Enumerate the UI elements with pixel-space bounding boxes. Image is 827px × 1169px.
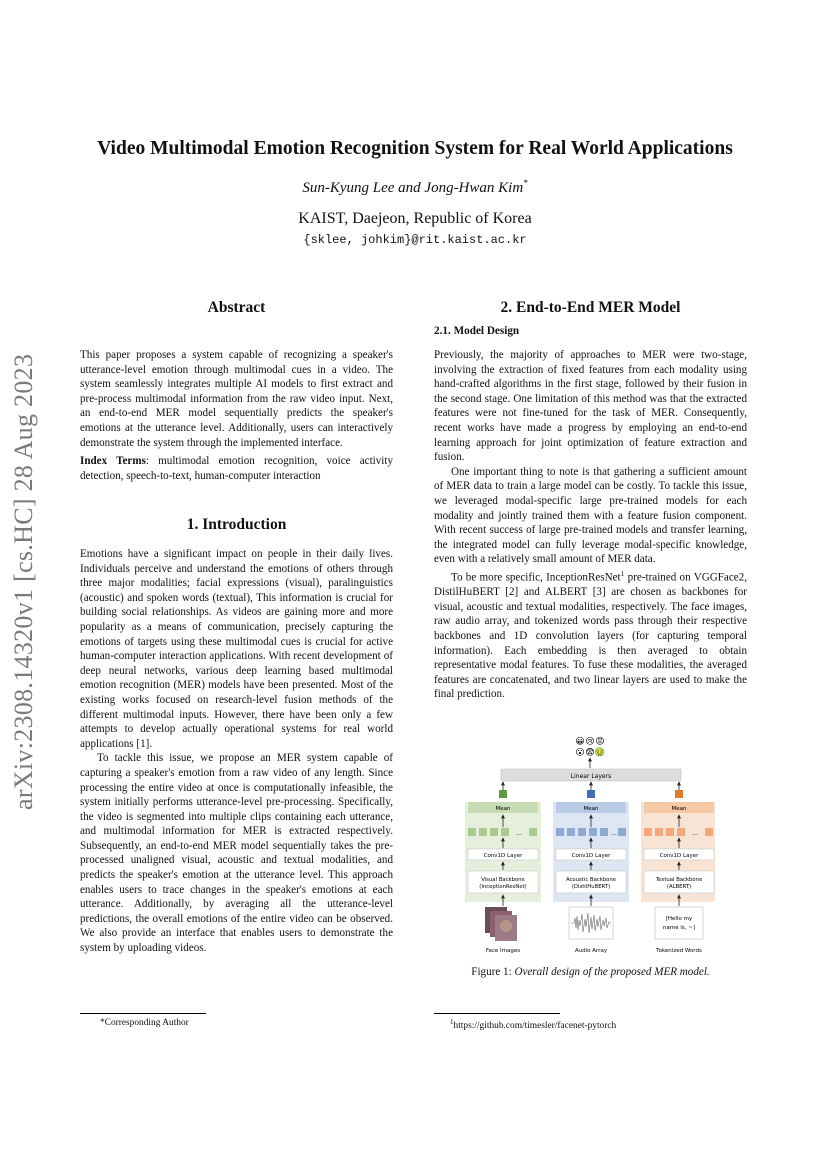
section2-block: [434, 348, 747, 702]
face-images-label: Face Images: [485, 948, 521, 954]
p3-text-b: pre-trained on VGGFace2, DistilHuBERT [2] and ALBERT [3] are chosen as backbones for visual, acoustic and textual modalities, respectively. The face images, raw audio array, and tokenized words pass through their respective backbones and 1D convolution layers (for capturing temporal information). Each embedding is then averaged to obtain representative modal features. To fuse these modalities, the averaged features are concatenated, and two linear layers are used to make the final prediction.: [434, 571, 747, 701]
face-images-icon: [485, 907, 517, 941]
intro-heading: 1. Introduction: [186, 516, 287, 533]
token-line-1: [Hello my: [665, 916, 693, 922]
emoji-disgust: 🤢: [594, 748, 606, 758]
acoustic-mean-label: Mean: [583, 806, 599, 812]
intro-paragraph-2: To tackle this issue, we propose an MER system capable of capturing a speaker's emotion from a raw video of any length. Since processing the entire video at once is computationally infeasible, the system initially performs utterance-level pre-processing. Specifically, the video is segmented into multiple clips containing each utterance, and multimodal information for MER is extracted respectively. Subsequently, an end-to-end MER model sequentially takes the pre-processed unaligned visual, acoustic and textual modalities, and predicts the speaker's emotion at the utterance level. This approach enables users to trace changes in the speaker's emotions at each utterance. Additionally, by averaging all the utterance-level predictions, the overall emotions of the entire video can be observed. We also provide an interface that enables users to demonstrate the system by uploading videos.: [80, 752, 393, 955]
authors: [40, 178, 790, 197]
token-line-2: name is, ~]: [663, 925, 695, 931]
acoustic-ellipsis: ...: [611, 830, 617, 837]
emoji-sad: 😢: [585, 737, 595, 747]
arxiv-stamp: arXiv:2308.14320v1 [cs.HC] 28 Aug 2023: [9, 353, 38, 810]
visual-feature-square: [499, 790, 507, 798]
textual-backbone-model: (ALBERT): [666, 884, 692, 890]
tokenized-words-label: Tokenized Words: [656, 948, 702, 954]
visual-conv-label: Conv1D Layer: [483, 853, 523, 859]
acoustic-feature-square: [587, 790, 595, 798]
visual-backbone-label: Visual Backbone: [481, 877, 525, 883]
textual-backbone-label: Textual Backbone: [655, 877, 703, 883]
footnote-left: *Corresponding Author: [100, 1018, 189, 1028]
index-terms-text: : multimodal emotion recognition, voice activity detection, speech-to-text, human-computer interaction: [80, 455, 393, 482]
audio-array-label: Audio Array: [574, 948, 608, 954]
tokenized-words-box: [655, 907, 703, 939]
author-names: Sun-Kyung Lee and Jong-Hwan Kim: [302, 180, 524, 196]
footnote-right: [450, 1018, 616, 1031]
footnote-ref: 1: [620, 568, 625, 578]
textual-conv-label: Conv1D Layer: [659, 853, 699, 859]
section2-paragraph-1: Previously, the majority of approaches to MER were two-stage, involving the extraction of fixed features from each modality using hand-crafted algorithms in the first stage, followed by their fusion in the second stage. One limitation of this method was that the extracted features were not fine-tuned for the task of MER. Consequently, recent works have made a progress by employing an end-to-end learning approach for joint optimization of feature extraction and fusion.: [434, 349, 747, 464]
footnote-url: https://github.com/timesler/facenet-pytorch: [453, 1021, 617, 1032]
caption-text: Overall design of the proposed MER model.: [514, 966, 710, 978]
emoji-happy: 😀: [575, 737, 585, 747]
visual-backbone-model: (InceptionResNet): [479, 884, 527, 890]
section2-paragraph-2: One important thing to note is that gathering a sufficient amount of MER data to train a large model can be costly. To tackle this issue, we leveraged modal-specific large pre-trained models for each modality and jointly trained them with a feature fusion component. With recent success of large pre-trained models and transfer learning, the integrated model can fully leverage modal-specific knowledge, even with a relatively small amount of MER data.: [434, 465, 747, 566]
footnote-rule-right: [434, 1013, 560, 1014]
textual-mean-label: Mean: [671, 806, 687, 812]
index-terms-label: Index Terms: [80, 455, 146, 468]
mer-model-figure: [465, 730, 715, 955]
subsection-heading: 2.1. Model Design: [434, 325, 520, 337]
acoustic-backbone-model: (DistilHuBERT): [571, 884, 611, 890]
abstract-block: [80, 348, 393, 483]
visual-ellipsis: ...: [516, 830, 522, 837]
intro-paragraph-1: Emotions have a significant impact on people in their daily lives. Individuals perceive and understand the emotions of others through three major modalities; facial expressions (visual), paralinguistics (acoustic) and spoken words (textual), This information is crucial for building social relationships. As videos are gaining more and more popularity as a means of communication, precisely capturing the emotions of targets using these multimodal cues is crucial for active human-computer interaction applications. With recent development of deep neural networks, various deep learning based multimodal emotion recognition (MER) models have been presented. Most of the existing works focused on research-level fusion methods of the different multimodal inputs. However, there have been only a few attempts to develop actually operational systems for real world applications [1].: [80, 548, 393, 750]
p3-text-a: To be more specific, InceptionResNet: [451, 571, 621, 584]
abstract-body: This paper proposes a system capable of recognizing a speaker's utterance-level emotion through multimodal cues in a video. The system seamlessly integrates multiple AI models to first extract and pre-process multimodal information from the raw video input. Next, an end-to-end MER model sequentially predicts the speaker's emotions at the utterance level. Additionally, users can interactively demonstrate the system through the implemented interface.: [80, 349, 393, 449]
acoustic-backbone-label: Acoustic Backbone: [565, 877, 617, 883]
acoustic-conv-label: Conv1D Layer: [571, 853, 611, 859]
intro-block: [80, 547, 393, 956]
abstract-heading: Abstract: [207, 299, 266, 316]
figure-caption: [434, 966, 747, 978]
affiliation: KAIST, Daejeon, Republic of Korea: [298, 210, 532, 227]
author-mark: *: [523, 178, 528, 188]
emoji-fear: 😨: [585, 748, 595, 758]
footnote-right-mark: 1: [450, 1018, 454, 1026]
footnote-rule-left: [80, 1013, 206, 1014]
textual-ellipsis: ...: [692, 830, 698, 837]
paper-title: Video Multimodal Emotion Recognition System for Real World Applications: [97, 138, 733, 159]
caption-prefix: Figure 1:: [471, 966, 515, 978]
section2-heading: 2. End-to-End MER Model: [500, 299, 681, 316]
textual-feature-square: [675, 790, 683, 798]
emoji-surprise: 😮: [575, 748, 585, 758]
emoji-angry: 😡: [595, 737, 605, 747]
section2-paragraph-3: [434, 567, 747, 702]
linear-layers-label: Linear Layers: [570, 773, 612, 780]
email: {sklee, johkim}@rit.kaist.ac.kr: [303, 233, 527, 247]
index-terms: [80, 454, 393, 483]
audio-waveform-icon: [569, 907, 613, 939]
visual-mean-label: Mean: [495, 806, 511, 812]
